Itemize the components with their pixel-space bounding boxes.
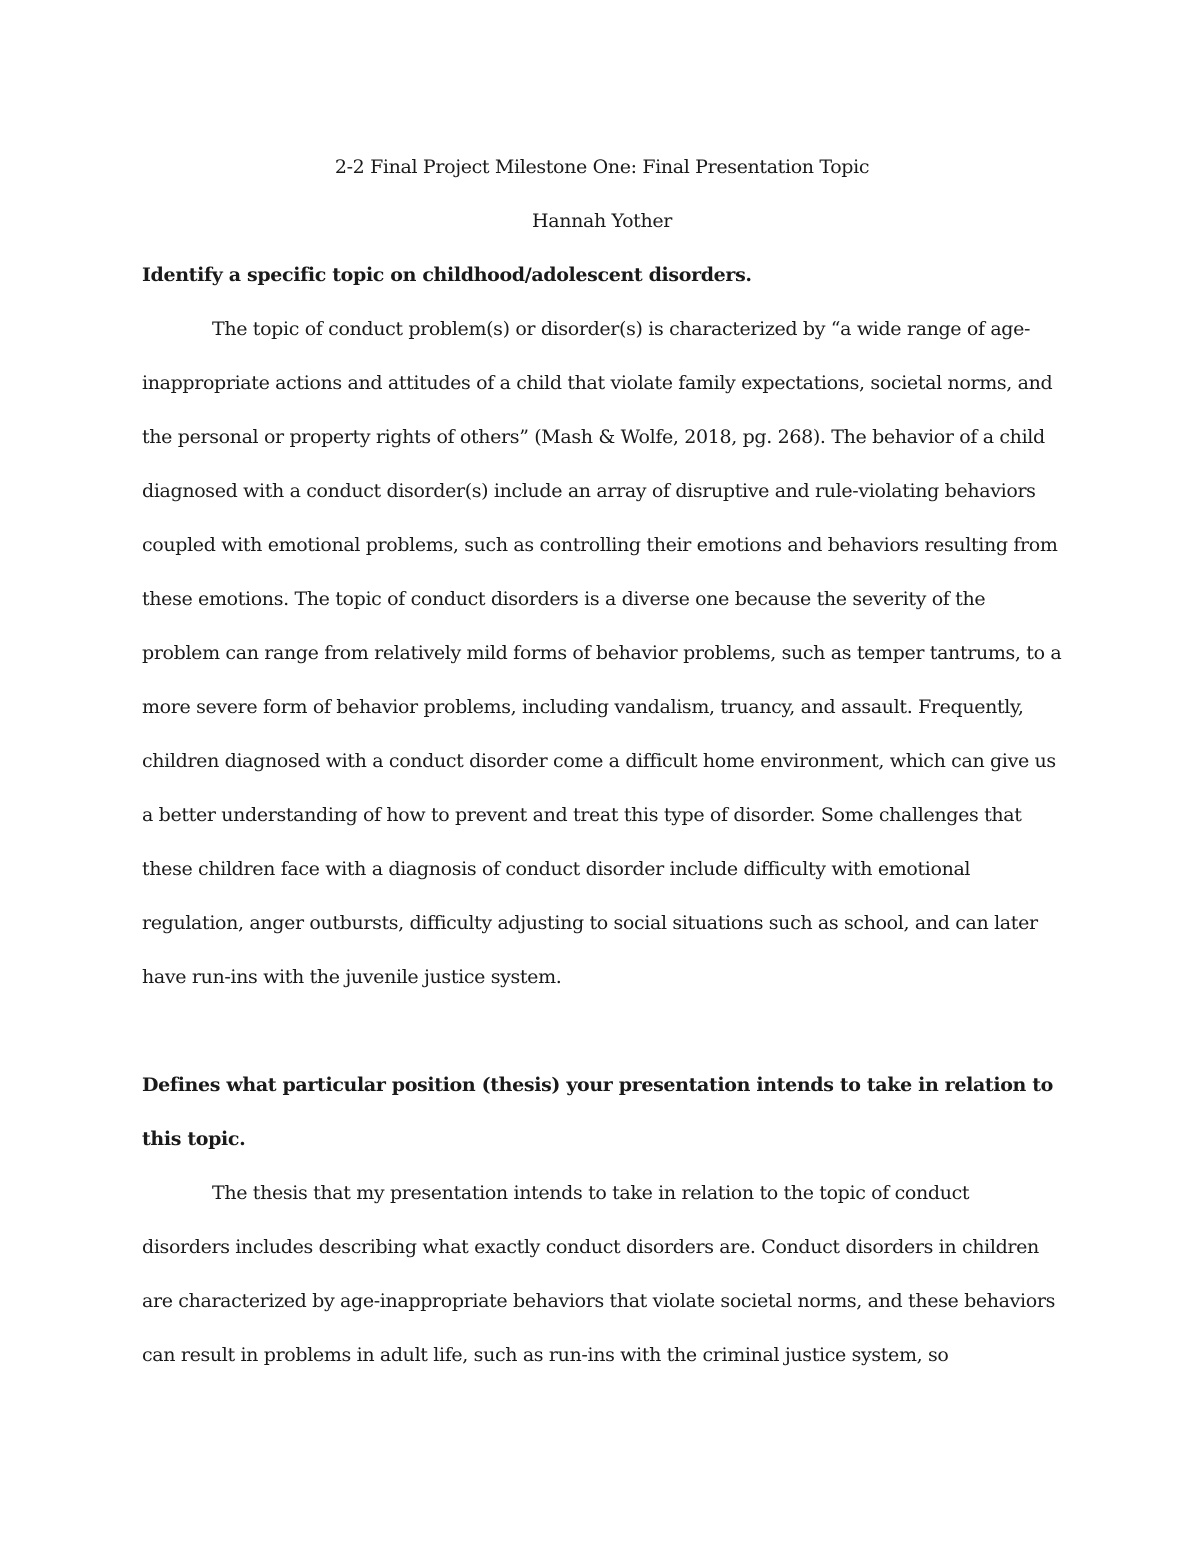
section-body-thesis: The thesis that my presentation intends to take in relation to the topic of conduct disorders includes describing what exactly conduct disorders are. Conduct disorders in children are characterized by age-inappropriate behaviors that violate societal norms, and these behaviors can result in problems in adult life, such as run-ins with the criminal justice system, so [142, 1182, 1055, 1366]
document-author: Hannah Yother [532, 210, 672, 232]
document-title: 2-2 Final Project Milestone One: Final Presentation Topic [334, 156, 870, 178]
section-body-topic: The topic of conduct problem(s) or disorder(s) is characterized by “a wide range of age-inappropriate actions and attitudes of a child that violate family expectations, societal norms, and the personal or property rights of others” (Mash & Wolfe, 2018, pg. 268). The behavior of a child diagnosed with a conduct disorder(s) include an array of disruptive and rule-violating behaviors coupled with emotional problems, such as controlling their emotions and behaviors resulting from these emotions. The topic of conduct disorders is a diverse one because the severity of the problem can range from relatively mild forms of behavior problems, such as temper tantrums, to a more severe form of behavior problems, including vandalism, truancy, and assault. Frequently, children diagnosed with a conduct disorder come a difficult home environment, which can give us a better understanding of how to prevent and treat this type of disorder. Some challenges that these children face with a diagnosis of conduct disorder include difficulty with emotional regulation, anger outbursts, difficulty adjusting to social situations such as school, and can later have run-ins with the juvenile justice system. [142, 318, 1062, 988]
section-heading-thesis: Defines what particular position (thesis) your presentation intends to take in relation to this topic. [142, 1074, 1053, 1150]
section-spacer [142, 1004, 1062, 1058]
section-heading-topic: Identify a specific topic on childhood/adolescent disorders. [142, 264, 752, 286]
document-content [142, 140, 1062, 1382]
